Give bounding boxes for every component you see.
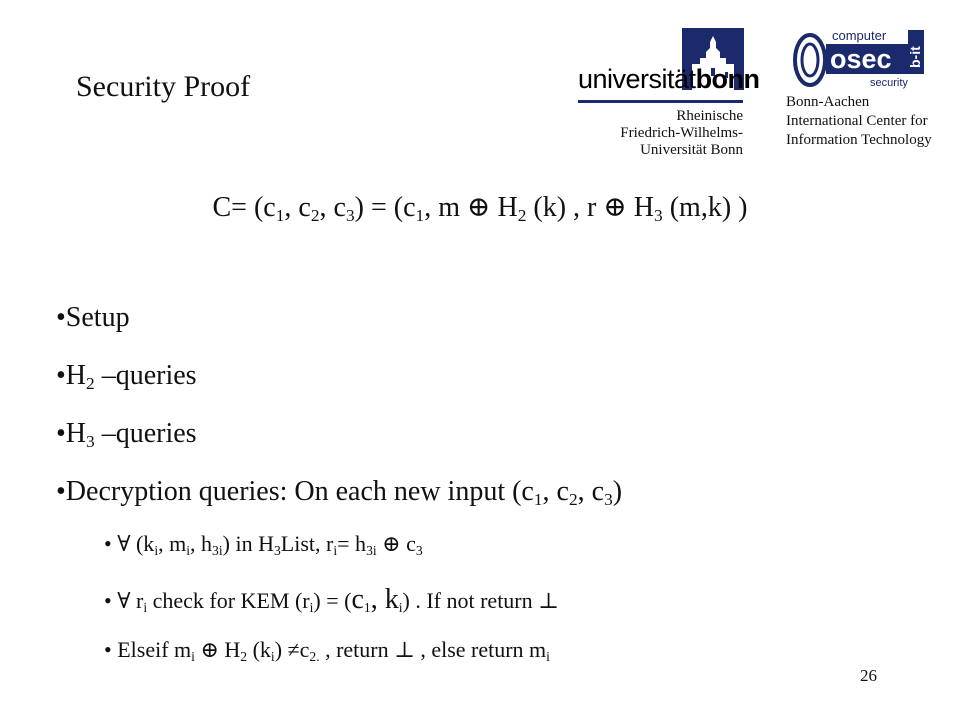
formula-text: , c	[319, 192, 346, 223]
sub-index: i	[398, 600, 403, 616]
bullet-text: –queries	[94, 418, 197, 449]
bullet-setup: •Setup	[56, 302, 130, 333]
formula-sub: 3	[345, 206, 355, 226]
sub-index: 3	[273, 543, 281, 559]
formula-sub: 1	[275, 206, 285, 226]
cosec-top-word: computer	[832, 28, 887, 43]
cosec-subtitle-line2: International Center for	[786, 113, 928, 129]
sub-text: , m	[158, 531, 187, 556]
cosec-bottom-word: security	[870, 77, 908, 89]
sub-index: 3i	[212, 543, 223, 559]
sub-index: i	[154, 543, 159, 559]
sub-text: ) ≠c	[274, 637, 310, 662]
formula-sub: 3	[654, 206, 663, 226]
bonn-underline	[578, 100, 743, 103]
sub-index: i	[309, 600, 314, 616]
subbullet-elseif	[104, 637, 550, 663]
cosec-subtitle-line1: Bonn-Aachen	[786, 94, 870, 110]
sub-text: , h	[190, 531, 213, 556]
sub-text: ) in H	[222, 531, 274, 556]
formula-sub: 1	[415, 206, 425, 226]
bullet-h3-queries	[56, 418, 197, 450]
subbullet-forall-list	[104, 531, 423, 557]
bonn-subtitle-line2: Friedrich-Wilhelms-	[620, 125, 743, 141]
bullet-text: , c	[577, 476, 605, 507]
university-bonn-logo	[578, 28, 778, 158]
bullet-text: •H	[56, 360, 87, 391]
sub-text-large: c	[351, 584, 364, 615]
bonn-wordmark	[578, 64, 760, 95]
bullet-decryption-queries	[56, 476, 622, 508]
sub-text: • Elseif m	[104, 637, 192, 662]
bonn-subtitle-line3: Universität Bonn	[640, 142, 743, 158]
bullet-sub: 1	[533, 490, 543, 510]
formula-sub: 2	[310, 206, 320, 226]
cosec-emblem-icon	[788, 26, 928, 90]
sub-index: 1	[363, 600, 371, 616]
sub-text: ⊕ H	[194, 637, 241, 662]
sub-text: • ∀ (k	[104, 531, 155, 556]
slide-title: Security Proof	[76, 70, 251, 103]
sub-index: 3	[415, 543, 423, 559]
sub-text: • ∀ r	[104, 588, 144, 613]
formula-text: ) = (c	[354, 192, 416, 223]
bullet-sub: 2	[568, 490, 578, 510]
cosec-side-word: b-it	[907, 46, 923, 68]
formula-text: (k) , r ⊕ H	[526, 192, 655, 223]
sub-text: , return ⊥ , else return m	[319, 637, 547, 662]
bonn-wordmark-bold: bonn	[695, 64, 760, 94]
cosec-subtitle	[786, 93, 932, 150]
sub-index: 2	[240, 649, 248, 665]
subbullet-kem-check	[104, 584, 559, 616]
sub-index: 2.	[309, 649, 320, 665]
bonn-subtitle-line1: Rheinische	[676, 108, 743, 124]
page-number: 26	[860, 666, 877, 685]
sub-text: List, r	[280, 531, 334, 556]
sub-index: i	[270, 649, 275, 665]
cosec-logo	[786, 26, 956, 151]
formula-sub: 2	[517, 206, 527, 226]
bullet-text: •Decryption queries: On each new input (c	[56, 476, 534, 507]
cosec-main-word: osec	[830, 44, 892, 74]
bullet-text: )	[612, 476, 623, 507]
sub-text: ) . If not return ⊥	[402, 588, 559, 613]
bullet-h2-queries	[56, 360, 197, 392]
bullet-sub: 2	[86, 374, 95, 394]
sub-index: 3i	[366, 543, 377, 559]
bullet-sub: 3	[86, 432, 95, 452]
formula-text: (m,k) )	[662, 192, 748, 223]
sub-text: check for KEM (r	[147, 588, 310, 613]
bullet-text: –queries	[94, 360, 197, 391]
sub-text-large: , k	[370, 584, 399, 615]
bullet-text: •H	[56, 418, 87, 449]
formula-text: , m ⊕ H	[424, 192, 518, 223]
sub-text: = h	[337, 531, 367, 556]
sub-index: i	[143, 600, 148, 616]
bullet-text: , c	[542, 476, 569, 507]
sub-text: ⊕ c	[376, 531, 416, 556]
cosec-subtitle-line3: Information Technology	[786, 132, 932, 148]
sub-index: i	[333, 543, 338, 559]
sub-index: i	[546, 649, 550, 665]
bonn-wordmark-plain: universität	[578, 64, 696, 94]
formula-text: , c	[284, 192, 311, 223]
formula-text: C= (c	[212, 192, 276, 223]
sub-text: (k	[247, 637, 271, 662]
bonn-subtitle	[578, 108, 743, 159]
bullet-sub: 3	[604, 490, 613, 510]
sub-index: i	[186, 543, 191, 559]
sub-text: ) = (	[313, 588, 352, 613]
ciphertext-formula	[0, 190, 960, 224]
sub-index: i	[191, 649, 195, 665]
